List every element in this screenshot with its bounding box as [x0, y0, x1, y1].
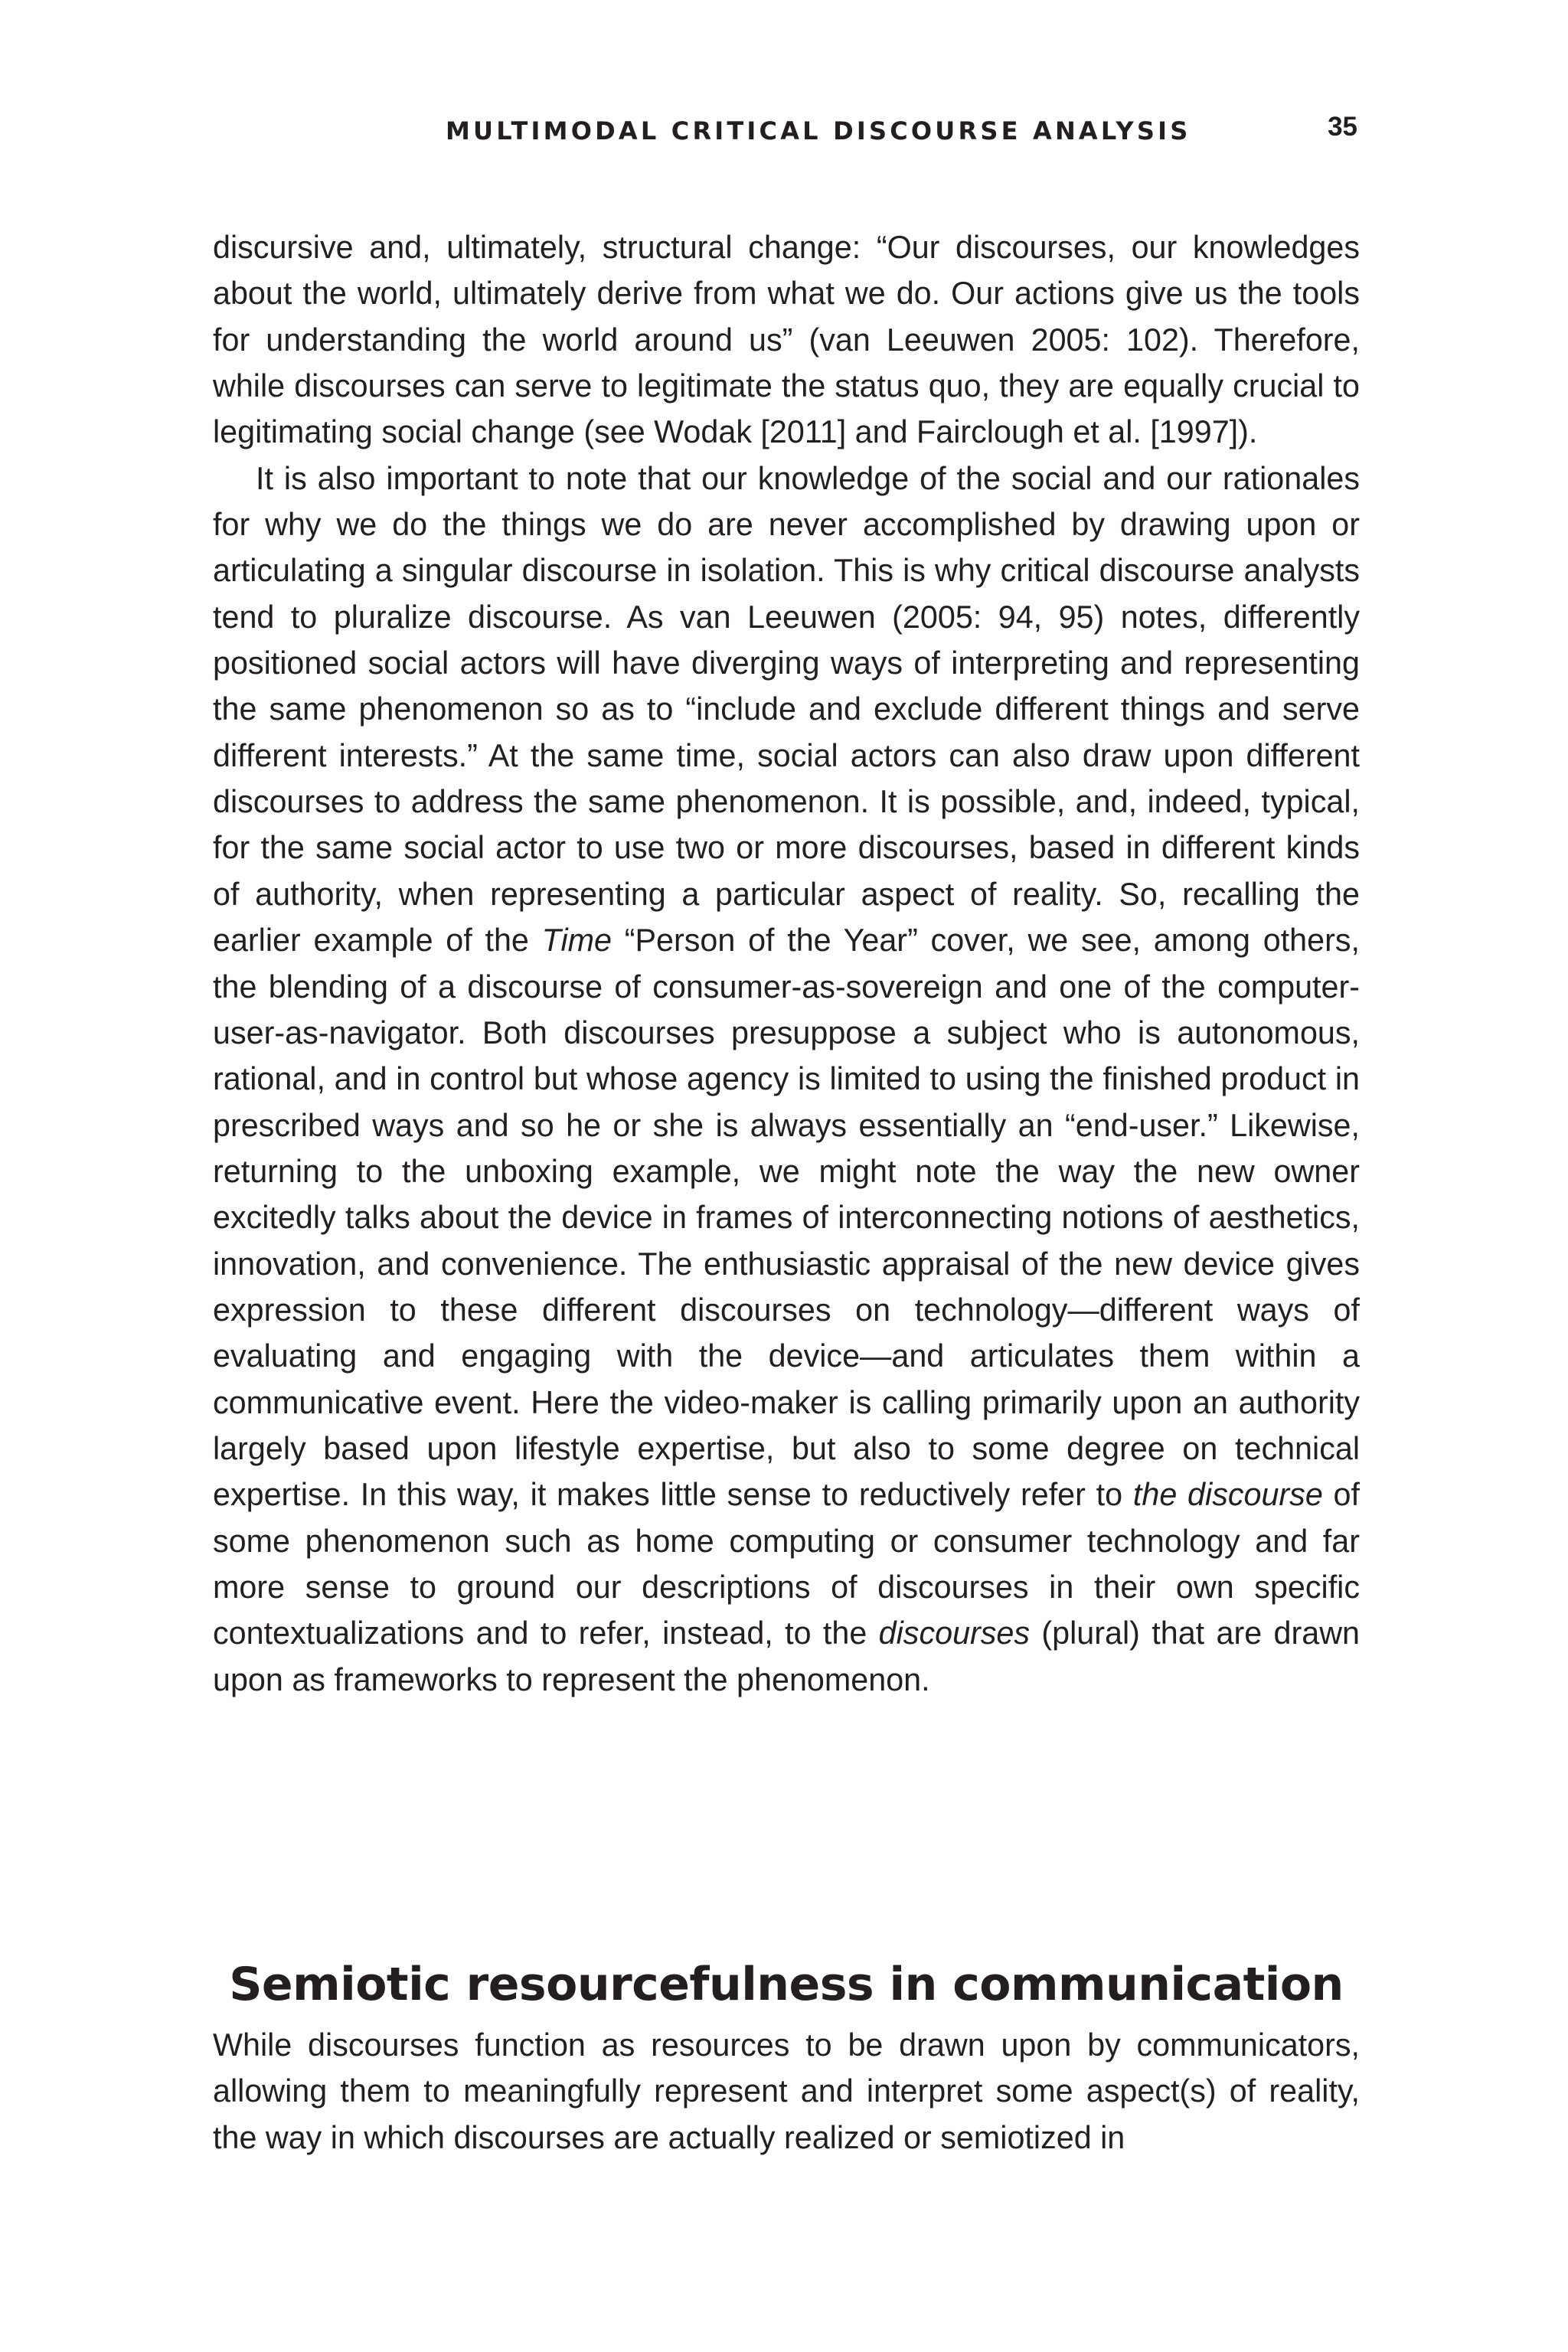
paragraph-semiotic: While discourses function as resources to be drawn upon by communicators, allowing them to meaningfully represent and interpret some aspect(s) of reality, the way in which discourses are actually realized or semiotized in: [213, 2027, 1360, 2155]
italic-text: discourses: [878, 1615, 1031, 1651]
text-run: (plural) that are drawn upon as frameworks to represent the phenomenon.: [213, 1615, 1360, 1697]
text-run: It is also important to note that our knowledge of the social and our rationales for why we do the things we do are never accomplished by drawing upon or articulating a singular discourse in isolation. This is why critical discourse analysts tend to pluralize discourse. As van Leeuwen (2005: 94, 95) notes, differently positioned social actors will have diverging ways of interpreting and representing the same phenomenon so as to “include and exclude different things and serve different interests.” At the same time, social actors can also draw upon different discourses to address the same phenomenon. It is possible, and, indeed, typical, for the same social actor to use two or more discourses, based in different kinds of authority, when representing a particular aspect of reality. So, recalling the earlier example of the: [213, 460, 1360, 959]
text-run: “Person of the Year” cover, we see, among others, the blending of a discourse of consumer-as-sovereign and one of the computer-user-as-navigator. Both discourses presuppose a subject who is autonomous, rational, and in control but whose agency is limited to using the finished product in prescribed ways and so he or she is always essentially an “end-user.” Likewise, returning to the unboxing example, we might note the way the new owner excitedly talks about the device in frames of interconnecting notions of aesthetics, innovation, and convenience. The enthusiastic appraisal of the new device gives expression to these different discourses on technology—different ways of evaluating and engaging with the device—and articulates them within a communicative event. Here the video-maker is calling primarily upon an authority largely based upon lifestyle expertise, but also to some degree on technical expertise. In this way, it makes little sense to reductively refer to: [213, 923, 1360, 1513]
section-body-text: [213, 2022, 1360, 2161]
italic-text: the discourse: [1132, 1477, 1323, 1513]
text-run: of some phenomenon such as home computing or consumer technology and far more sense to ground our descriptions of discourses in their own specific contextualizations and to refer, instead, to the: [213, 1477, 1361, 1651]
running-header: MULTIMODAL CRITICAL DISCOURSE ANALYSIS: [446, 116, 1191, 145]
page-number: 35: [1328, 112, 1357, 142]
section-heading: Semiotic resourcefulness in communication: [229, 1957, 1344, 2011]
paragraph-continued: discursive and, ultimately, structural change: “Our discourses, our knowledges about the world, ultimately derive from what we do. Our actions give us the tools for understanding the world around us” (van Leeuwen 2005: 102). Therefore, while discourses can serve to legitimate the status quo, they are equally crucial to legitimating social change (see Wodak [2011] and Fairclough et al. [1997]).: [213, 230, 1360, 450]
italic-text: Time: [541, 923, 612, 959]
paragraph-discourses-plural: [213, 456, 1360, 1703]
body-text: [213, 224, 1360, 1703]
